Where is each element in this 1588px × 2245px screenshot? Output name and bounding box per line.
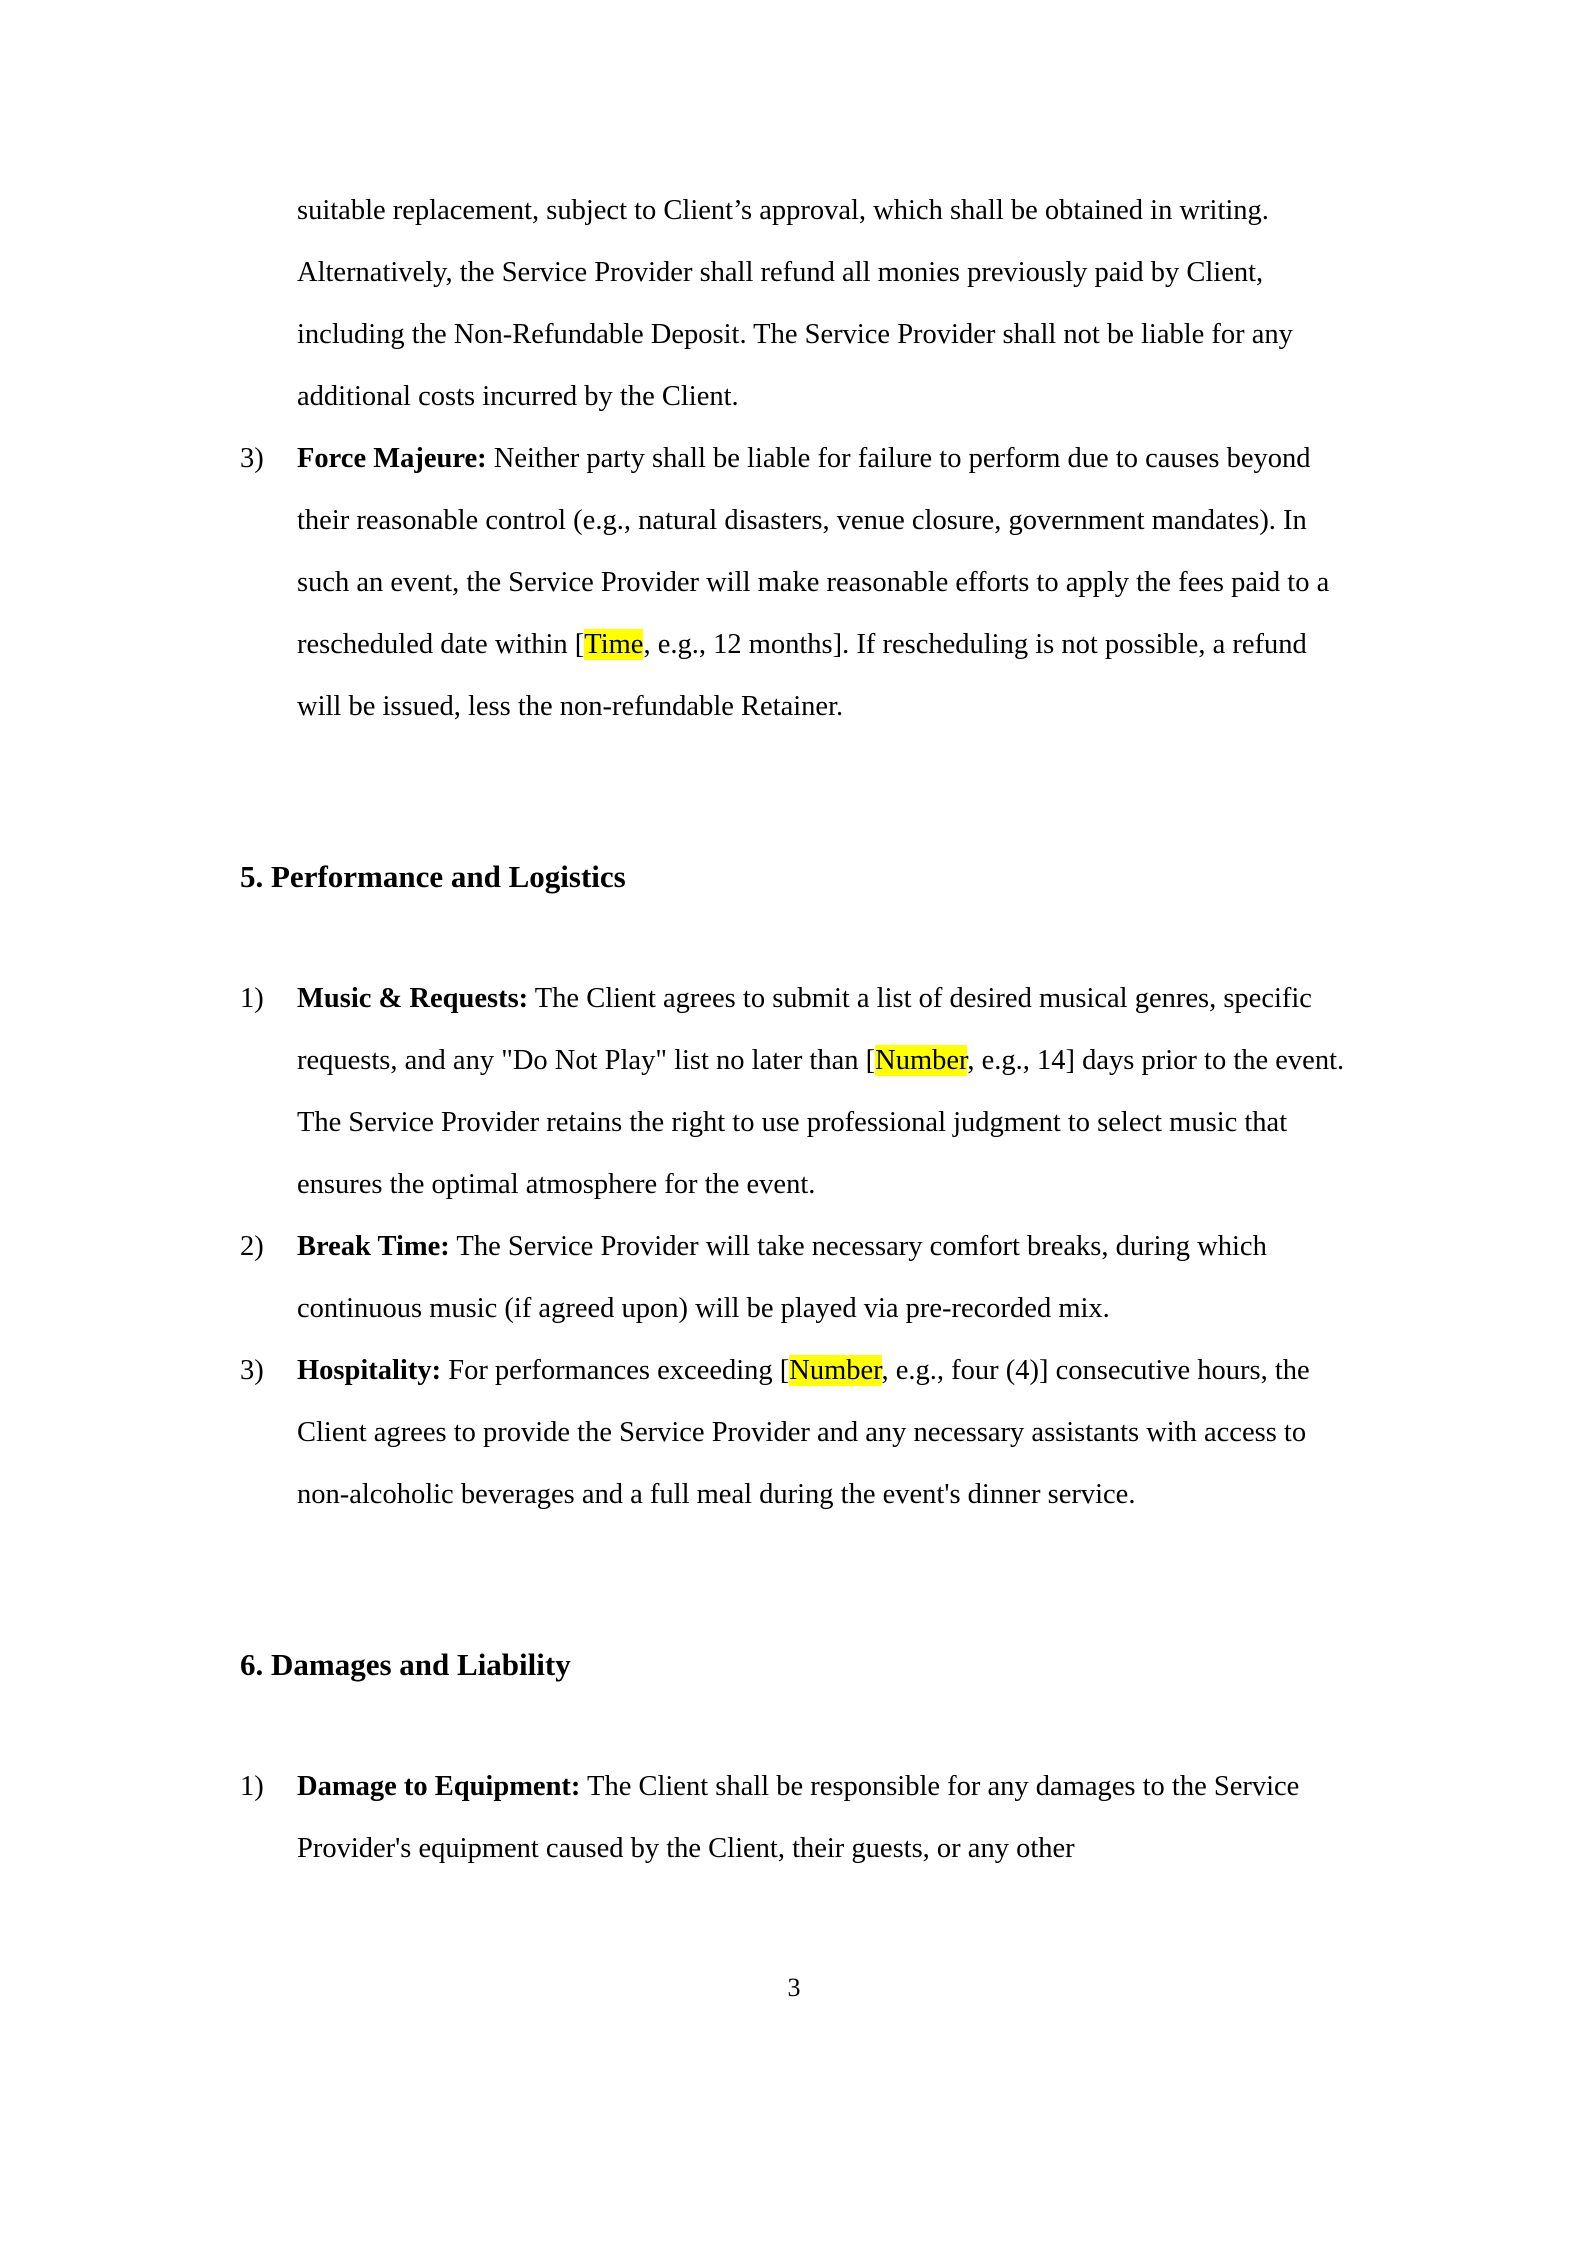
list-item-lead: Damage to Equipment: <box>297 1771 581 1802</box>
list-item-text <box>297 968 1350 1216</box>
list-item-text <box>297 1340 1350 1526</box>
highlighted-placeholder: Number <box>789 1355 882 1386</box>
list-item-text-after-highlight: , e.g., 12 months]. If rescheduling is not possible, a refund will be issued, less the non-refundable Retainer. <box>297 629 1307 722</box>
heading-spacer <box>240 1696 1350 1756</box>
list-item-lead: Hospitality: <box>297 1355 442 1386</box>
list-item-text-before-highlight: Neither party shall be liable for failure to perform due to causes beyond their reasonable control (e.g., natural disasters, venue closure, government mandates). In such an event, the Service Provider will make reasonable efforts to apply the fees paid to a rescheduled date within [ <box>297 443 1330 660</box>
section-spacer <box>240 1526 1350 1634</box>
list-marker: 1) <box>240 983 264 1014</box>
list-item-lead: Music & Requests: <box>297 983 529 1014</box>
list-item-text-before-highlight: For performances exceeding [ <box>441 1355 790 1386</box>
highlighted-placeholder: Number <box>875 1045 968 1076</box>
page-number: 3 <box>787 1973 801 2002</box>
section-heading-5: 5. Performance and Logistics <box>240 859 626 894</box>
list-item-lead: Force Majeure: <box>297 443 487 474</box>
highlighted-placeholder: Time <box>584 629 644 660</box>
page-content <box>240 180 1350 1880</box>
list-item-damage-to-equipment <box>240 1756 1350 1880</box>
list-item-text-after-highlight: , e.g., 14] days prior to the event. The Service Provider retains the right to use professional judgment to select music that ensures the optimal atmosphere for the event. <box>297 1045 1345 1200</box>
list-item-break-time <box>240 1216 1350 1340</box>
section-heading-6: 6. Damages and Liability <box>240 1647 571 1682</box>
list-item-lead: Break Time: <box>297 1231 450 1262</box>
list-item-text-before-highlight: The Client shall be responsible for any damages to the Service Provider's equipment caused by the Client, their guests, or any other <box>297 1771 1300 1864</box>
list-item-music-requests <box>240 968 1350 1216</box>
list-item-text <box>297 1216 1350 1340</box>
list-marker: 2) <box>240 1231 264 1262</box>
list-item-force-majeure <box>240 428 1350 738</box>
list-marker: 1) <box>240 1771 264 1802</box>
list-item-text <box>297 1756 1350 1880</box>
list-marker: 3) <box>240 443 264 474</box>
list-item-text-before-highlight: The Service Provider will take necessary comfort breaks, during which continuous music (if agreed upon) will be played via pre-recorded mix. <box>297 1231 1267 1324</box>
list-marker: 3) <box>240 1355 264 1386</box>
section-spacer <box>240 738 1350 846</box>
list-item-text <box>297 428 1350 738</box>
heading-spacer <box>240 908 1350 968</box>
list-item-text-before-highlight: The Client agrees to submit a list of desired musical genres, specific requests, and any "Do Not Play" list no later than [ <box>297 983 1312 1076</box>
list-item-hospitality <box>240 1340 1350 1526</box>
list-item-text-after-highlight: , e.g., four (4)] consecutive hours, the Client agrees to provide the Service Provider and any necessary assistants with access to non-alcoholic beverages and a full meal during the event's dinner service. <box>297 1355 1310 1510</box>
continuation-paragraph: suitable replacement, subject to Client’s approval, which shall be obtained in writing. Alternatively, the Service Provider shall refund all monies previously paid by Client, including the Non-Refundable Deposit. The Service Provider shall not be liable for any additional costs incurred by the Client. <box>297 195 1293 412</box>
